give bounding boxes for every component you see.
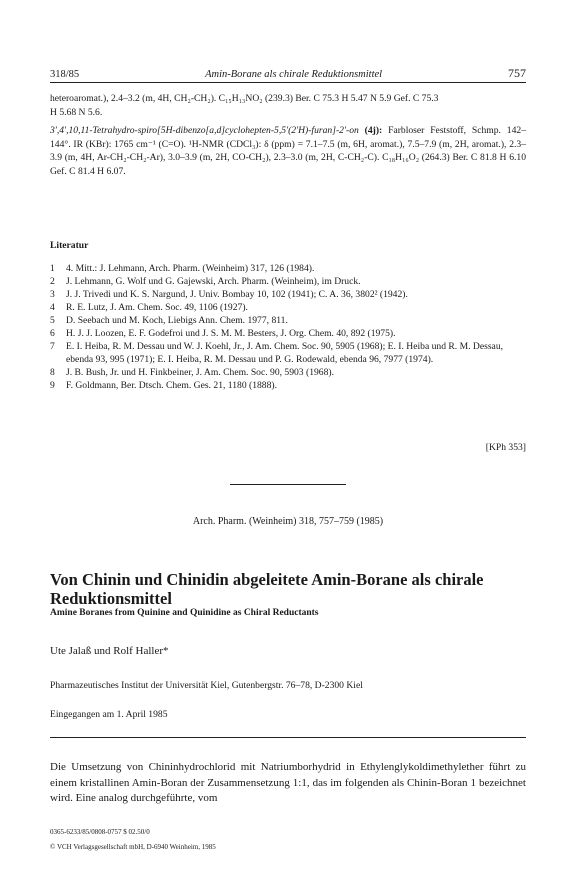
- reference-item: [50, 301, 526, 314]
- intro-line-2: H 5.68 N 5.6.: [50, 106, 103, 118]
- reference-text: J. Lehmann, G. Wolf und G. Gajewski, Arch. Pharm. (Weinheim), im Druck.: [66, 276, 361, 287]
- reference-item: [50, 288, 526, 301]
- reference-text: R. E. Lutz, J. Am. Chem. Soc. 49, 1106 (1927).: [66, 302, 248, 313]
- article-title: Von Chinin und Chinidin abgeleitete Amin-Borane als chirale Reduktionsmittel: [50, 570, 484, 608]
- article-subtitle: Amine Boranes from Quinine and Quinidine as Chiral Reductants: [50, 608, 319, 618]
- reference-text: J. J. Trivedi und K. S. Nargund, J. Univ. Bombay 10, 102 (1941); C. A. 36, 3802² (1942).: [66, 289, 408, 300]
- reference-text: 4. Mitt.: J. Lehmann, Arch. Pharm. (Weinheim) 317, 126 (1984).: [66, 263, 315, 274]
- reference-number: 9: [50, 380, 55, 391]
- reference-number: 2: [50, 276, 55, 287]
- reference-text: H. J. J. Loozen, E. F. Godefroi und J. S. M. M. Besters, J. Org. Chem. 40, 892 (1975).: [66, 328, 396, 339]
- running-header: [50, 66, 526, 81]
- reference-text: F. Goldmann, Ber. Dtsch. Chem. Ges. 21, 1180 (1888).: [66, 380, 277, 391]
- section-divider: [230, 484, 346, 485]
- author-affiliation: Pharmazeutisches Institut der Universität Kiel, Gutenbergstr. 76–78, D-2300 Kiel: [50, 680, 363, 691]
- reference-item: [50, 262, 526, 275]
- intro-line-1: heteroaromat.), 2.4–3.2 (m, 4H, CH₂-CH₂). C₁₅H₁₃NO₂ (239.3) Ber. C 75.3 H 5.47 N 5.9 Gef. C 75.3: [50, 93, 439, 104]
- compound-label: (4j):: [364, 125, 383, 136]
- abstract-rule: [50, 737, 526, 738]
- header-title: Amin-Borane als chirale Reduktionsmittel: [205, 69, 383, 80]
- abstract-text: Die Umsetzung von Chininhydrochlorid mit Natriumborhydrid in Ethylenglykoldimethylether führt zu einem kristallinen Amin-Boran der Zusammensetzung 1:1, das im folgenden als Chinin-Boran 1 bezeichnet wird. Eine analog durchgeführte, vom: [50, 761, 526, 804]
- page-number: 757: [508, 66, 526, 80]
- reference-number: 6: [50, 328, 55, 339]
- reference-number: 8: [50, 367, 55, 378]
- reference-item: [50, 366, 526, 379]
- footer-code: 0365-6233/85/0808-0757 $ 02.50/0: [50, 828, 150, 836]
- header-volume: 318/85: [50, 69, 80, 80]
- compound-paragraph: [50, 124, 526, 178]
- reference-item: [50, 314, 526, 327]
- article-authors: Ute Jalaß und Rolf Haller*: [50, 645, 169, 657]
- footer-copyright: © VCH Verlagsgesellschaft mbH, D-6940 Weinheim, 1985: [50, 843, 216, 851]
- journal-citation: Arch. Pharm. (Weinheim) 318, 757–759 (1985): [192, 516, 384, 527]
- reference-number: 3: [50, 289, 55, 300]
- received-date: Eingegangen am 1. April 1985: [50, 709, 168, 720]
- reference-number: 4: [50, 302, 55, 313]
- compound-name: 3',4',10,11-Tetrahydro-spiro[5H-dibenzo[a,d]cyclohepten-5,5'(2'H)-furan]-2'-on: [50, 125, 359, 136]
- reference-item: [50, 327, 526, 340]
- reference-number: 7: [50, 341, 55, 352]
- manuscript-code: [KPh 353]: [485, 442, 526, 453]
- reference-text: J. B. Bush, Jr. und H. Finkbeiner, J. Am. Chem. Soc. 90, 5903 (1968).: [66, 367, 334, 378]
- reference-list: [50, 262, 526, 392]
- reference-text: E. I. Heiba, R. M. Dessau und W. J. Koehl, Jr., J. Am. Chem. Soc. 90, 5905 (1968); E. I. Heiba und R. M. Dessau, ebenda 93, 995 (1971); E. I. Heiba, R. M. Dessau und P. G. Rodewald, ebenda 96, 7977 (1974).: [66, 341, 504, 365]
- literature-heading: Literatur: [50, 240, 89, 251]
- header-rule: [50, 82, 526, 83]
- reference-item: [50, 340, 526, 366]
- compound-description: Farbloser Feststoff, Schmp. 142–144°. IR (KBr): 1765 cm⁻¹ (C=O). ¹H-NMR (CDCl₃): δ (ppm) = 7.1–7.5 (m, 6H, aromat.), 7.5–7.9 (m, 2H, aromat.), 2.3–3.9 (m, 4H, Ar-CH₂-CH₂-Ar), 3.0–3.9 (m, 2H, CO-CH₂), 2.3–3.0 (m, 2H, C-CH₂-C). C₁₈H₁₆O₂ (264.3) Ber. C 81.8 H 6.10 Gef. C 81.4 H 6.07.: [50, 125, 526, 177]
- reference-text: D. Seebach und M. Koch, Liebigs Ann. Chem. 1977, 811.: [66, 315, 288, 326]
- reference-number: 1: [50, 263, 55, 274]
- reference-number: 5: [50, 315, 55, 326]
- reference-item: [50, 275, 526, 288]
- reference-item: [50, 379, 526, 392]
- intro-paragraph: [50, 92, 526, 119]
